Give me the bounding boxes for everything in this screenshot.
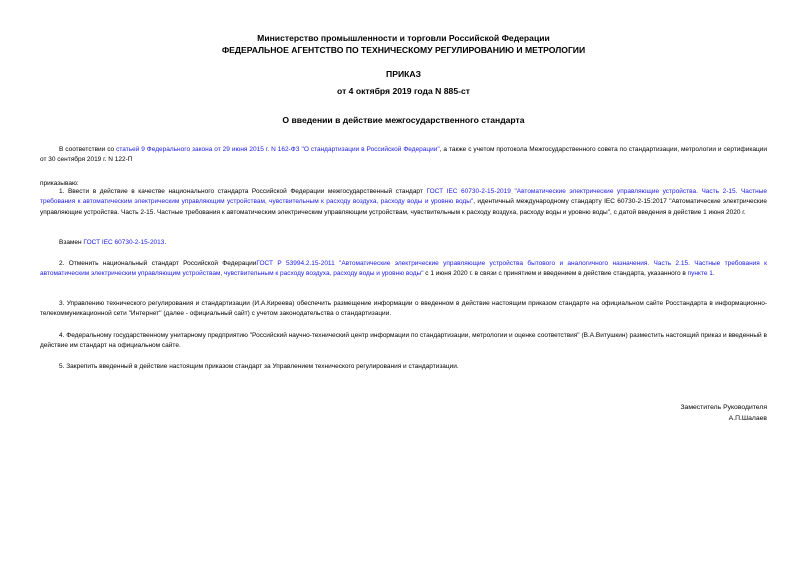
item-2-text-1: 2. Отменить национальный стандарт Российской Федерации	[59, 260, 257, 267]
gost-iec-2013-link[interactable]: ГОСТ IEC 60730-2-15-2013	[83, 239, 165, 246]
replacement-text-2: .	[164, 239, 167, 246]
document-type: ПРИКАЗ	[386, 69, 421, 79]
gost-iec-2019-link[interactable]: ГОСТ IEC 60730-2-15-2019 "Автоматические электрические управляющие устройства. Часть 2-15. Частные требования к автоматическим электрическим управляющим устройствам, чувствительным к расходу воздуха, расходу воды и уровню воды"	[40, 188, 767, 206]
item-3-paragraph: 3. Управлению технического регулирования и стандартизации (И.А.Киреева) обеспечить размещение информации о введенном в действие настоящим приказом стандарте на официальном сайте Росстандарта в информационно-телекоммуникационной сети "Интернет" (далее - официальный сайт) с учетом законодательства о стандартизации.	[40, 300, 767, 318]
ministry-title: Министерство промышленности и торговли Российской Федерации	[257, 33, 550, 43]
item-1-text-1: 1. Ввести в действие в качестве национального стандарта Российской Федерации межгосударственный стандарт	[59, 188, 427, 195]
document-subject: О введении в действие межгосударственного стандарта	[282, 115, 525, 125]
replacement-paragraph	[40, 238, 767, 248]
item-1-text-2: , идентичный международному стандарту IEC 60730-2-15:2017 "Автоматические электрические управляющие устройства. Часть 2-15. Частные требования к автоматическим электрическим управляющим устройствам, чувствительным к расходу воздуха, расходу воды и уровню воды", с датой введения в действие 1 июня 2020 г.	[40, 198, 767, 216]
preamble-text-2: , а также с учетом протокола Межгосударственного совета по стандартизации, метрологии и сертификации от 30 сентября 2019 г. N 122-П	[40, 146, 767, 164]
preamble-paragraph	[40, 145, 767, 166]
item-2-text-2: с 1 июня 2020 г. в связи с принятием и введением в действие стандарта, указанного в	[423, 270, 688, 278]
item-2-paragraph	[40, 259, 767, 280]
signatory-name: А.П.Шалаев	[728, 415, 767, 422]
replacement-text-1: Взамен	[59, 239, 84, 246]
item-2-text-3: .	[712, 270, 715, 278]
order-word: приказываю:	[40, 180, 79, 187]
document-date-number: от 4 октября 2019 года N 885-ст	[337, 86, 470, 96]
federal-law-link[interactable]: статьей 9 Федерального закона от 29 июня 2015 г. N 162-ФЗ "О стандартизации в Российской Федерации"	[116, 146, 440, 153]
item-5-paragraph: 5. Закрепить введенный в действие настоящим приказом стандарт за Управлением технического регулирования и стандартизации.	[59, 363, 459, 370]
signatory-position: Заместитель Руководителя	[680, 404, 767, 411]
preamble-text-1: В соответствии со	[59, 146, 117, 153]
item-1-paragraph	[40, 187, 767, 218]
item-4-paragraph: 4. Федеральному государственному унитарному предприятию "Российский научно-технический центр информации по стандартизации, метрологии и оценке соответствия" (В.А.Витушкин) разместить настоящий приказ и введенный в действие им стандарт на официальном сайте.	[40, 332, 767, 350]
item-1-reference-link[interactable]: пункте 1	[687, 270, 713, 278]
gost-r-53994-link[interactable]: ГОСТ Р 53994.2.15-2011 "Автоматические электрические управляющие устройства бытового и аналогичного назначения. Часть 2.15. Частные требования к автоматическим электрическим управляющим устройствам, чувствительным к расходу воздуха, расходу воды и уровню воды"	[40, 260, 767, 278]
agency-title: ФЕДЕРАЛЬНОЕ АГЕНТСТВО ПО ТЕХНИЧЕСКОМУ РЕГУЛИРОВАНИЮ И МЕТРОЛОГИИ	[221, 45, 586, 55]
